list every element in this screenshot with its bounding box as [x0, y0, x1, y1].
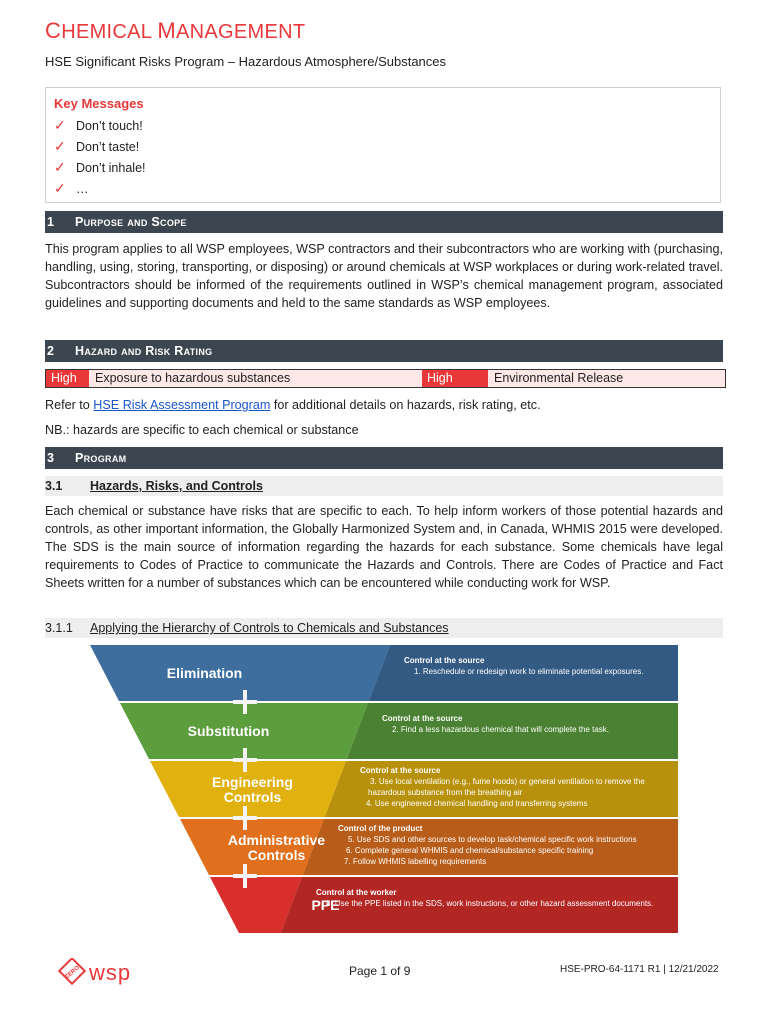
checkmark-icon: ✓: [54, 138, 66, 154]
svg-text:wsp: wsp: [89, 960, 132, 985]
checkmark-icon: ✓: [54, 159, 66, 175]
hazards-paragraph: Each chemical or substance have risks that are specific to each. To help inform workers of those potential hazards and controls, as other important information, the Globally Harmonized System and, in Canada, WHMIS 2015 were developed. The SDS is the main source of information regarding the hazards for each substance. Some chemicals have legal requirements to Codes of Practice to communicate the Hazards and Controls. There are Codes of Practice and Fact Sheets written for a number of substances which can be encountered while conducting work for WSP.: [45, 504, 723, 590]
subsection-3-1-1: 3.1.1 Applying the Hierarchy of Controls to Chemicals and Substances: [45, 618, 723, 638]
risk-rating-row: [45, 369, 726, 388]
wsp-logo: [55, 958, 145, 995]
control-detail-line: 5. Use SDS and other sources to develop task/chemical specific work instructions: [348, 835, 637, 844]
control-detail-line: 1. Reschedule or redesign work to eliminate potential exposures.: [414, 667, 644, 676]
section-header-purpose: 1 Purpose and Scope: [45, 211, 723, 233]
control-detail-line: 7. Follow WHMIS labelling requirements: [344, 857, 487, 866]
hierarchy-level-label: Controls: [247, 847, 306, 863]
hierarchy-level-label: Administrative: [227, 832, 326, 848]
risk-description: Environmental Release: [488, 370, 725, 387]
hierarchy-level-label: Controls: [223, 789, 282, 805]
key-message-item: ✓ …: [54, 178, 720, 199]
hierarchy-level-label: Engineering: [212, 774, 293, 790]
risk-level-badge: High: [46, 370, 89, 387]
key-messages-box: [45, 87, 721, 203]
page-title: CHEMICAL MANAGEMENT: [45, 18, 306, 43]
subsection-3-1: 3.1 Hazards, Risks, and Controls: [45, 476, 723, 496]
key-message-item: ✓ Don’t inhale!: [54, 157, 720, 178]
risk-assessment-link[interactable]: HSE Risk Assessment Program: [93, 398, 271, 412]
page-subtitle: HSE Significant Risks Program – Hazardous Atmosphere/Substances: [45, 54, 447, 69]
svg-text:ZERO: ZERO: [64, 965, 81, 981]
section-header-hazard: 2 Hazard and Risk Rating: [45, 340, 723, 362]
control-heading: Control at the source: [404, 656, 485, 665]
hierarchy-of-controls-diagram: [90, 645, 680, 935]
control-heading: Control at the source: [382, 714, 463, 723]
nb-paragraph: NB.: hazards are specific to each chemical or substance: [45, 423, 359, 437]
control-detail-line: hazardous substance from the breathing air: [368, 788, 523, 797]
section-header-program: 3 Program: [45, 447, 723, 469]
key-message-item: ✓ Don’t touch!: [54, 115, 720, 136]
control-heading: Control at the source: [360, 766, 441, 775]
checkmark-icon: ✓: [54, 180, 66, 196]
refer-paragraph: Refer to HSE Risk Assessment Program for additional details on hazards, risk rating, etc.: [45, 398, 541, 412]
control-detail-line: 2. Find a less hazardous chemical that will complete the task.: [392, 725, 609, 734]
key-messages-heading: Key Messages: [54, 96, 144, 111]
document-id: HSE-PRO-64-1171 R1 | 12/21/2022: [560, 964, 719, 975]
zero-harm-badge-icon: [55, 958, 145, 990]
risk-level-badge: High: [422, 370, 488, 387]
checkmark-icon: ✓: [54, 117, 66, 133]
hierarchy-level-label: PPE: [311, 897, 340, 913]
control-detail-line: 4. Use engineered chemical handling and transferring systems: [366, 799, 588, 808]
purpose-paragraph: This program applies to all WSP employees, WSP contractors and their subcontractors who are working with (purchasing, handling, using, storing, transporting, or disposing) or around chemicals at WSP workplaces or during work-related travel. Subcontractors should be informed of the requirements outlined in WSP’s chemical management program, associated guidelines and supporting documents and held to the same standards as WSP employees.: [45, 242, 723, 310]
page-number: Page 1 of 9: [349, 964, 411, 978]
control-detail-line: 6. Complete general WHMIS and chemical/substance specific training: [346, 846, 594, 855]
risk-description: Exposure to hazardous substances: [89, 370, 422, 387]
control-heading: Control at the worker: [316, 888, 397, 897]
key-message-item: ✓ Don’t taste!: [54, 136, 720, 157]
hierarchy-level-label: Elimination: [166, 665, 243, 681]
control-detail-line: 3. Use local ventilation (e.g., fume hoods) or general ventilation to remove the: [370, 777, 645, 786]
control-heading: Control of the product: [338, 824, 423, 833]
control-detail-line: 8. Use the PPE listed in the SDS, work instructions, or other hazard assessment documents.: [326, 899, 654, 908]
hierarchy-level-label: Substitution: [187, 723, 270, 739]
